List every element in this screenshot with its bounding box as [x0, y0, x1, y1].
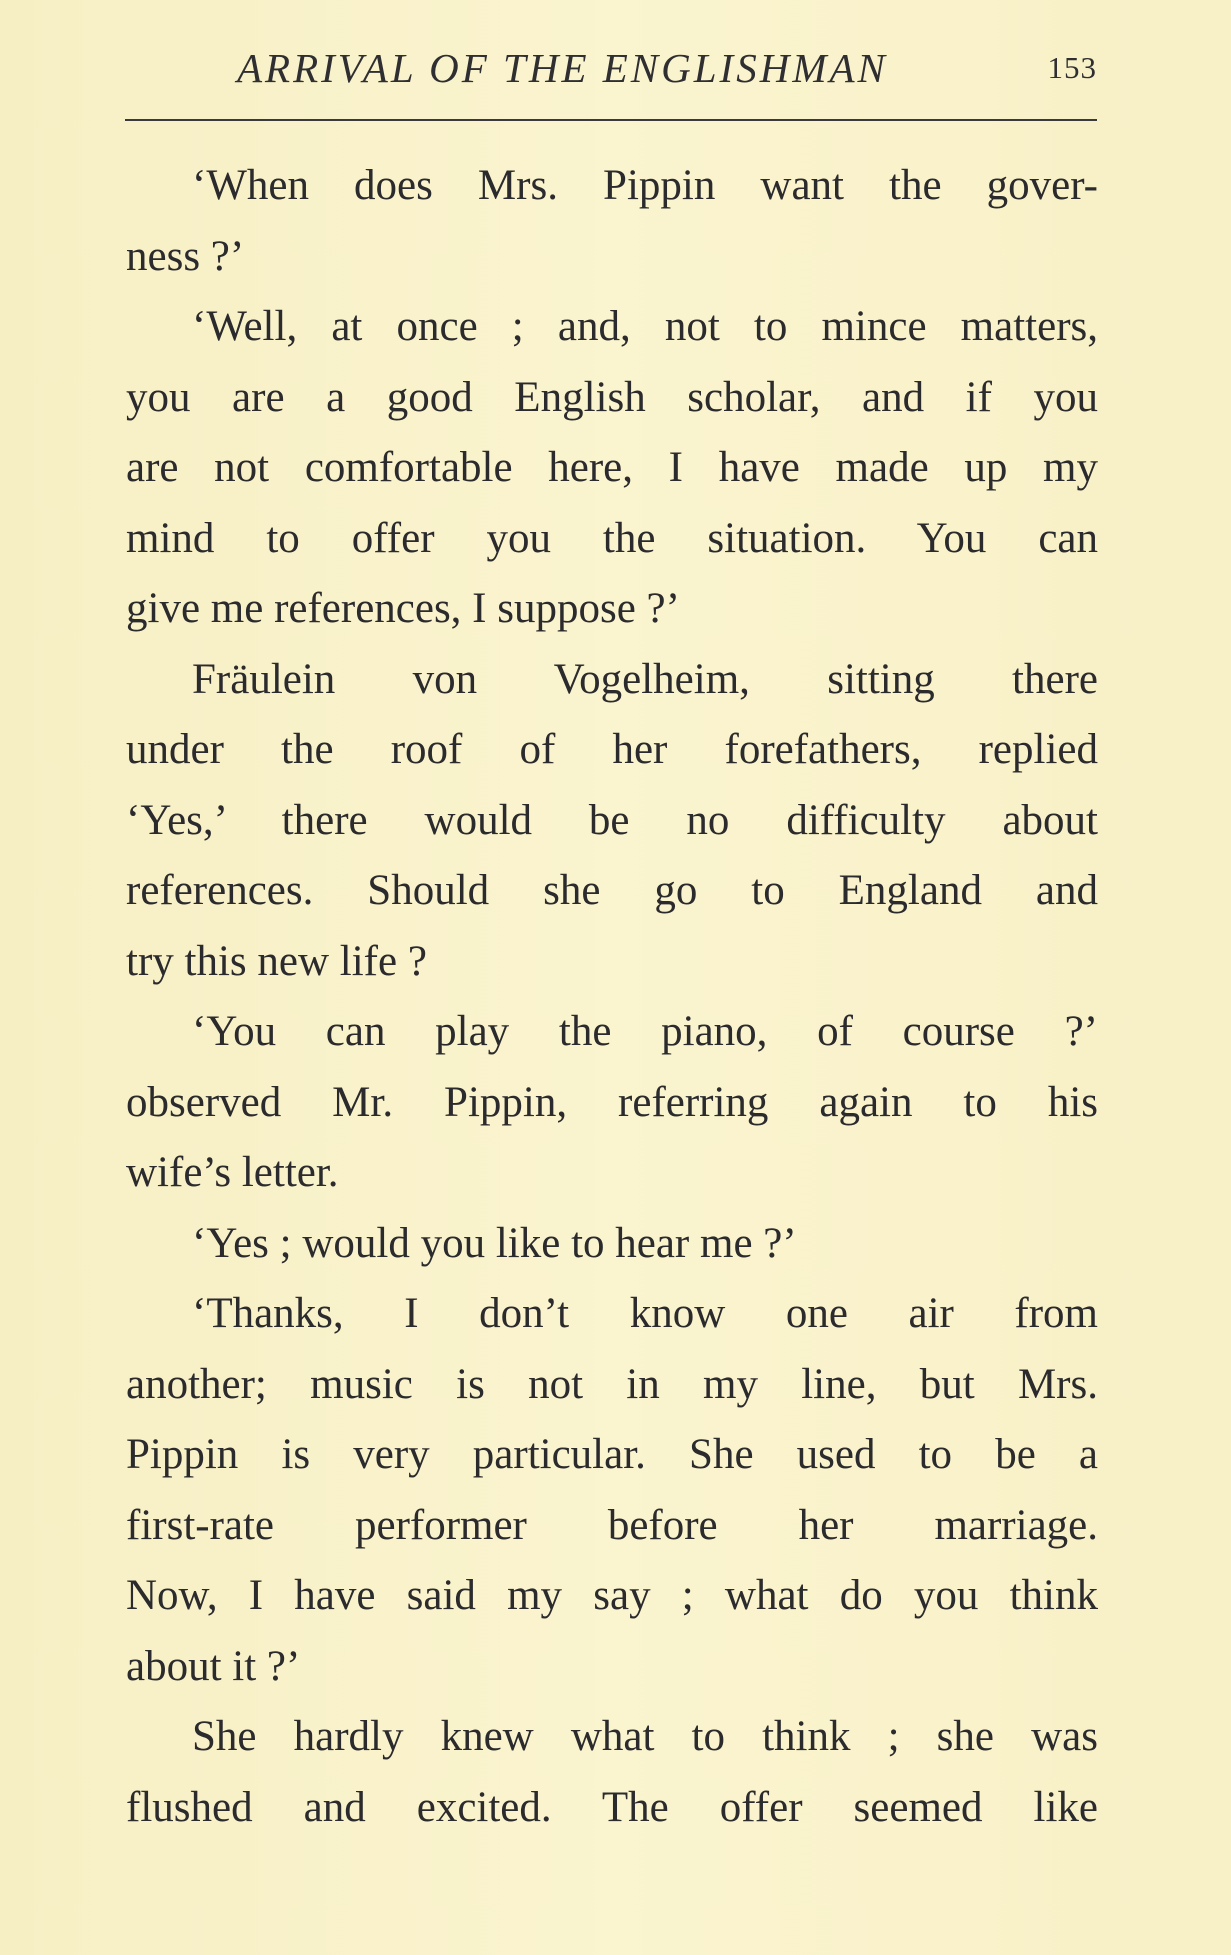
running-head: [125, 44, 1097, 104]
text-line: are not comfortable here, I have made up my: [126, 444, 1098, 491]
text-line: about it ?’: [126, 1642, 301, 1690]
text-line: wife’s letter.: [126, 1149, 339, 1196]
text-line: ‘Yes ; would you like to hear me ?’: [192, 1219, 797, 1267]
text-line: ‘You can play the piano, of course ?’: [192, 1008, 1098, 1055]
text-line: observed Mr. Pippin, referring again to his: [126, 1078, 1098, 1126]
text-line: ‘Thanks, I don’t know one air from: [192, 1290, 1098, 1337]
text-line: ‘Well, at once ; and, not to mince matters,: [192, 303, 1098, 350]
text-line: ‘When does Mrs. Pippin want the gover-: [192, 162, 1098, 209]
text-line: ‘Yes,’ there would be no difficulty about: [126, 796, 1098, 844]
header-rule: [125, 119, 1097, 121]
running-title: ARRIVAL OF THE ENGLISHMAN: [237, 45, 888, 91]
text-line: give me references, I suppose ?’: [126, 585, 680, 632]
text-line: you are a good English scholar, and if you: [126, 373, 1098, 421]
text-line: first-rate performer before her marriage.: [126, 1501, 1098, 1549]
text-line: mind to offer you the situation. You can: [126, 514, 1098, 562]
text-line: Fräulein von Vogelheim, sitting there: [192, 655, 1098, 703]
text-line: ness ?’: [126, 232, 245, 280]
text-line: flushed and excited. The offer seemed like: [126, 1783, 1098, 1831]
body-text: [126, 151, 1098, 1843]
page-number: 153: [1047, 50, 1097, 85]
text-line: under the roof of her forefathers, replied: [126, 726, 1098, 773]
text-line: She hardly knew what to think ; she was: [192, 1713, 1098, 1760]
text-line: references. Should she go to England and: [126, 867, 1098, 914]
text-line: Pippin is very particular. She used to be a: [126, 1431, 1098, 1478]
text-line: another; music is not in my line, but Mrs.: [126, 1360, 1098, 1408]
text-line: try this new life ?: [126, 937, 427, 985]
text-line: Now, I have said my say ; what do you think: [126, 1572, 1098, 1619]
